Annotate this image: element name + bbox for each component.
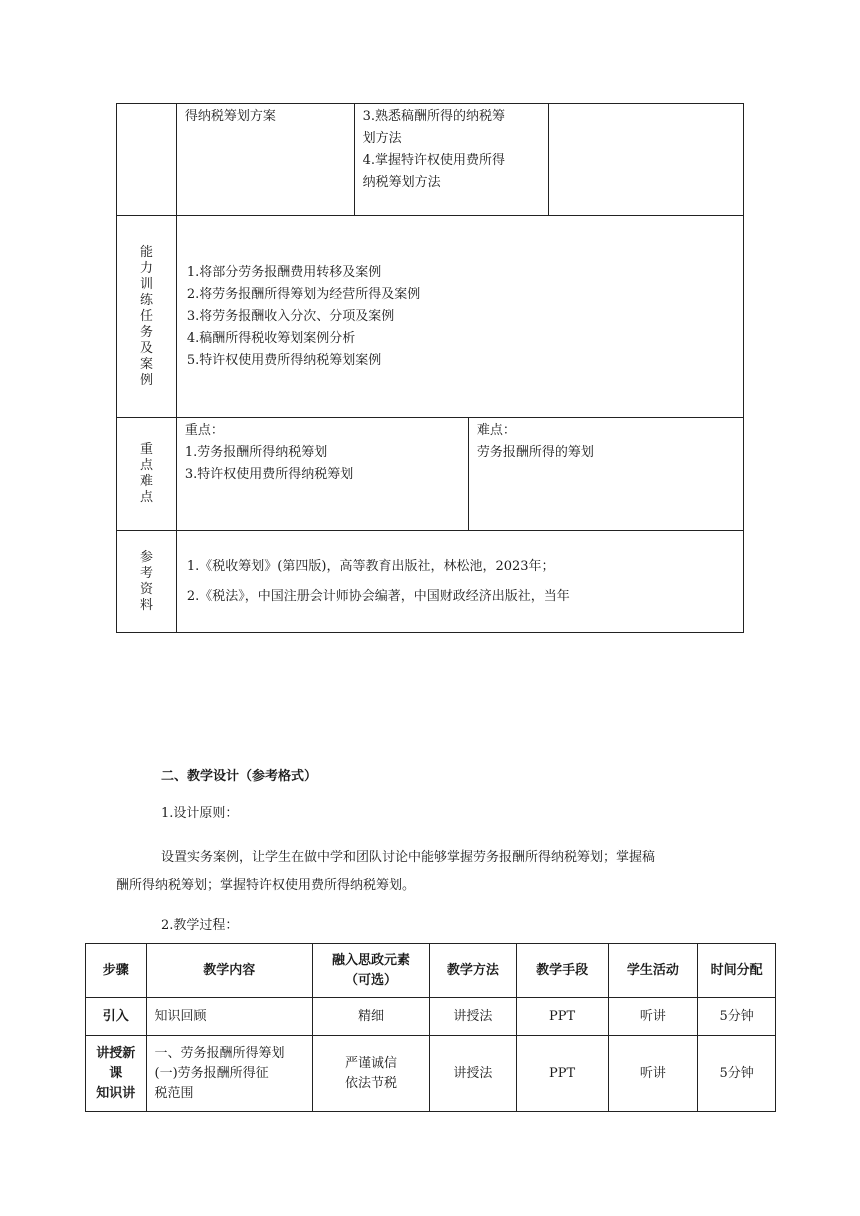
list-item: 5.特许权使用费所得纳税筹划案例 [186,352,382,368]
content-line: 知识回顾 [154,1008,207,1024]
design-principle-line: 酬所得纳税筹划；掌握特许权使用费所得纳税筹划。 [116,878,416,893]
method-cell: 讲授法 [429,998,516,1036]
step-line: 课 [109,1065,123,1081]
step-cell [86,998,147,1036]
objective-text: 得纳税筹划方案 [184,109,276,124]
time-cell: 5分钟 [698,998,776,1036]
activity-cell: 听讲 [608,1036,698,1112]
list-item: 1.将部分劳务报酬费用转移及案例 [186,264,382,280]
objective-line: 纳税筹划方法 [362,175,441,190]
content-line: (一)劳务报酬所得征 [154,1065,269,1081]
activity-cell: 听讲 [608,998,698,1036]
objectives-row [117,104,744,216]
list-item: 2.将劳务报酬所得筹划为经营所得及案例 [186,286,421,302]
objective-empty-cell [549,104,744,216]
key-points-row [117,418,744,531]
step-line: 引入 [102,1008,129,1024]
element-cell [312,1036,429,1112]
header-element [312,944,429,998]
step-line: 知识讲 [96,1085,136,1101]
empty-header-cell [117,104,177,216]
teaching-process-table [85,943,776,1112]
step-cell [86,1036,147,1112]
course-summary-table [116,103,744,633]
ability-header: 能力训练任务及案例 [139,244,153,388]
design-principle-label: 1.设计原则： [161,806,239,821]
reference-item: 1.《税收筹划》(第四版)，高等教育出版社，林松池，2023年； [186,558,555,574]
element-line: 精细 [357,1008,384,1024]
objective-line: 3.熟悉稿酬所得的纳税筹 [362,109,506,124]
header-content: 教学内容 [146,944,312,998]
ability-row [117,216,744,418]
references-header-cell [117,531,177,633]
design-principle-line: 设置实务案例，让学生在做中学和团队讨论中能够掌握劳务报酬所得纳税筹划；掌握稿 [161,850,656,865]
header-method: 教学方法 [429,944,516,998]
difficult-point-cell [468,418,743,530]
key-points-header-cell [117,418,177,531]
header-element-line: （可选） [344,972,397,988]
key-point-label: 重点： [184,423,224,438]
ability-items-cell [176,216,743,418]
element-cell [312,998,429,1036]
difficult-point-label: 难点： [476,423,516,438]
time-cell: 5分钟 [698,1036,776,1112]
means-cell: PPT [516,998,608,1036]
section-title: 二、教学设计（参考格式） [161,769,318,784]
reference-item: 2.《税法》，中国注册会计师协会编著，中国财政经济出版社，当年 [186,588,570,604]
content-cell [146,1036,312,1112]
objective-line: 4.掌握特许权使用费所得 [362,153,506,168]
objective-line: 划方法 [362,131,402,146]
references-row [117,531,744,633]
difficult-point-item: 劳务报酬所得的筹划 [476,445,594,460]
key-point-item: 3.特许权使用费所得纳税筹划 [184,467,354,482]
references-items-cell [176,531,743,633]
table-row [86,998,776,1036]
header-means: 教学手段 [516,944,608,998]
key-point-item: 1.劳务报酬所得纳税筹划 [184,445,328,460]
ability-header-cell [117,216,177,418]
list-item: 3.将劳务报酬收入分次、分项及案例 [186,308,395,324]
objective-methods-cell [354,104,549,216]
process-label: 2.教学过程： [161,918,239,933]
content-cell [146,998,312,1036]
content-line: 税范围 [154,1085,194,1101]
means-cell: PPT [516,1036,608,1112]
header-step: 步骤 [86,944,147,998]
references-header: 参考资料 [139,549,153,613]
step-line: 讲授新 [96,1045,136,1061]
header-element-line: 融入思政元素 [331,952,410,968]
method-cell: 讲授法 [429,1036,516,1112]
key-point-cell [177,418,469,530]
element-line: 严谨诚信 [344,1055,397,1071]
list-item: 4.稿酬所得税收筹划案例分析 [186,330,356,346]
header-time: 时间分配 [698,944,776,998]
table-header-row [86,944,776,998]
key-points-header: 重点难点 [139,442,153,505]
objective-text-cell [176,104,354,216]
key-points-content-cell [176,418,743,531]
table-row [86,1036,776,1112]
header-activity: 学生活动 [608,944,698,998]
content-line: 一、劳务报酬所得筹划 [154,1045,285,1061]
element-line: 依法节税 [344,1075,397,1091]
key-points-inner-table [177,418,743,530]
